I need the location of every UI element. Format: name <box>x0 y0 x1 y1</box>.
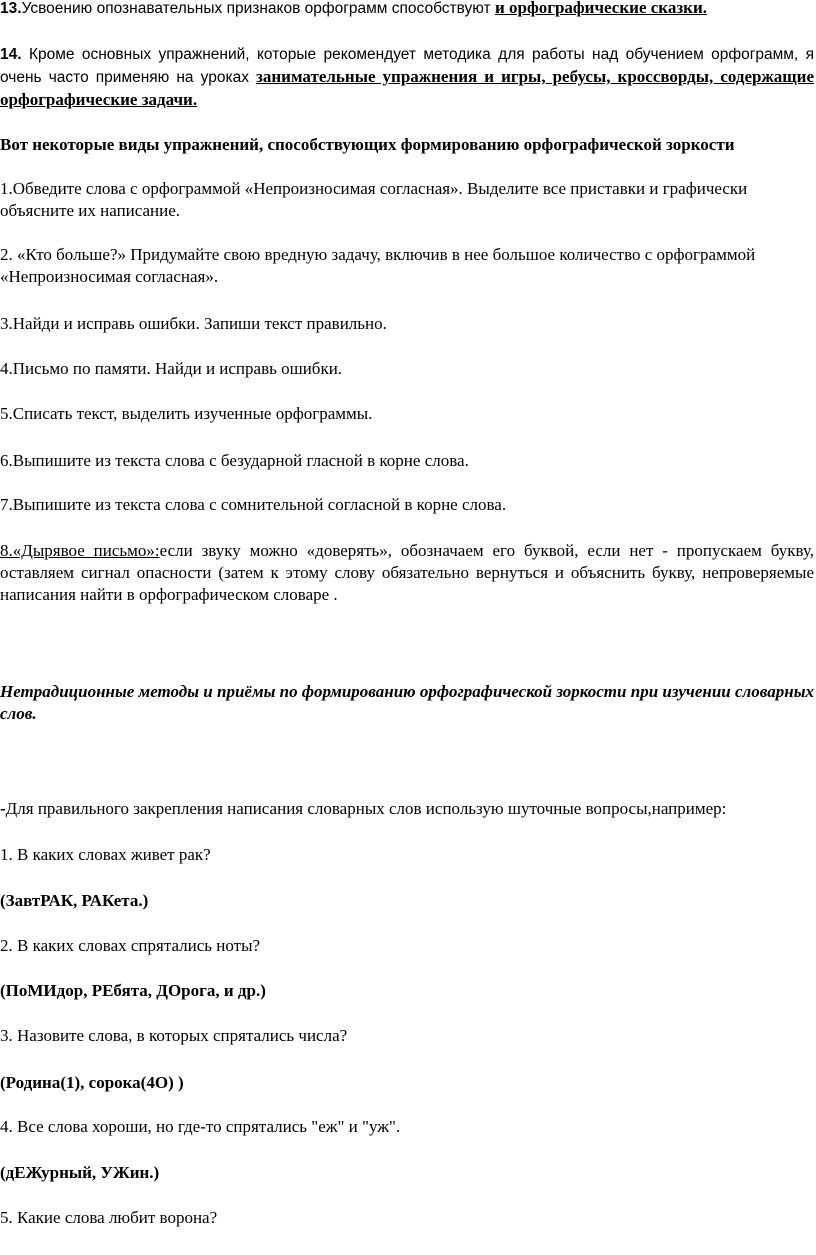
exercise-item: 7.Выпишите из текста слова с сомнительной согласной в корне слова. <box>0 495 507 514</box>
exercise-item: 1.Обведите слова с орфограммой «Непроизносимая согласная». Выделите все приставки и графически объясните их написание. <box>0 179 748 220</box>
intro-text: Для правильного закрепления написания словарных слов использую шуточные вопросы,например: <box>5 799 727 818</box>
exercise-item: 3.Найди и исправь ошибки. Запиши текст правильно. <box>0 314 387 333</box>
paragraph-text: Усвоению опознавательных признаков орфограмм способствуют <box>21 0 495 17</box>
intro-paragraph <box>0 798 814 820</box>
riddle-question: 4. Все слова хороши, но где-то спрятались "еж" и "уж". <box>0 1117 401 1136</box>
paragraph-number: 14. <box>0 46 22 63</box>
riddle-question: 3. Назовите слова, в которых спрятались числа? <box>0 1026 348 1045</box>
riddle-answer: (ЗавтРАК, РАКета.) <box>0 891 149 910</box>
paragraph-emphasis: и орфографические сказки. <box>494 0 707 17</box>
exercise-item: 2. «Кто больше?» Придумайте свою вредную задачу, включив в нее большое количество с орфограммой «Непроизносимая согласная». <box>0 245 756 286</box>
exercise-item: 6.Выпишите из текста слова с безударной гласной в корне слова. <box>0 451 469 470</box>
paragraph-number: 13. <box>0 0 22 17</box>
exercise-label: 8.«Дырявое письмо»: <box>0 541 160 560</box>
exercise-item: 4.Письмо по памяти. Найди и исправь ошибки. <box>0 359 343 378</box>
exercise-text: если звуку можно «доверять», обозначаем его буквой, если нет - пропускаем букву, оставляем сигнал опасности (затем к этому слову обязательно вернуться и объяснить букву, непроверяемые написания найти в орфографическом словаре . <box>0 541 815 604</box>
riddle-question: 2. В каких словах спрятались ноты? <box>0 936 261 955</box>
section-heading-italic: Нетрадиционные методы и приёмы по формированию орфографической зоркости при изучении словарных слов. <box>0 682 814 723</box>
paragraph-14 <box>0 44 814 112</box>
paragraph-text: Кроме основных упражнений, которые рекомендует методика для работы над обучением орфограмм, я очень часто применяю на уроках <box>0 46 814 86</box>
riddle-answer: (дЕЖурный, УЖин.) <box>0 1163 160 1182</box>
riddle-answer: (ПоМИдор, РЕбята, ДОрога, и др.) <box>0 981 266 1000</box>
riddle-question: 1. В каких словах живет рак? <box>0 845 211 864</box>
riddle-answer: (Родина(1), сорока(4О) ) <box>0 1073 184 1092</box>
exercise-item: 5.Списать текст, выделить изученные орфограммы. <box>0 404 373 423</box>
intro-dash: - <box>0 799 6 818</box>
exercise-item-8 <box>0 540 814 606</box>
riddle-question: 5. Какие слова любит ворона? <box>0 1208 218 1227</box>
paragraph-13 <box>0 0 814 20</box>
section-heading: Вот некоторые виды упражнений, способствующих формированию орфографической зоркости <box>0 135 735 154</box>
paragraph-emphasis: занимательные упражнения и игры, ребусы, кроссворды, содержащие орфографические задачи. <box>0 67 814 109</box>
